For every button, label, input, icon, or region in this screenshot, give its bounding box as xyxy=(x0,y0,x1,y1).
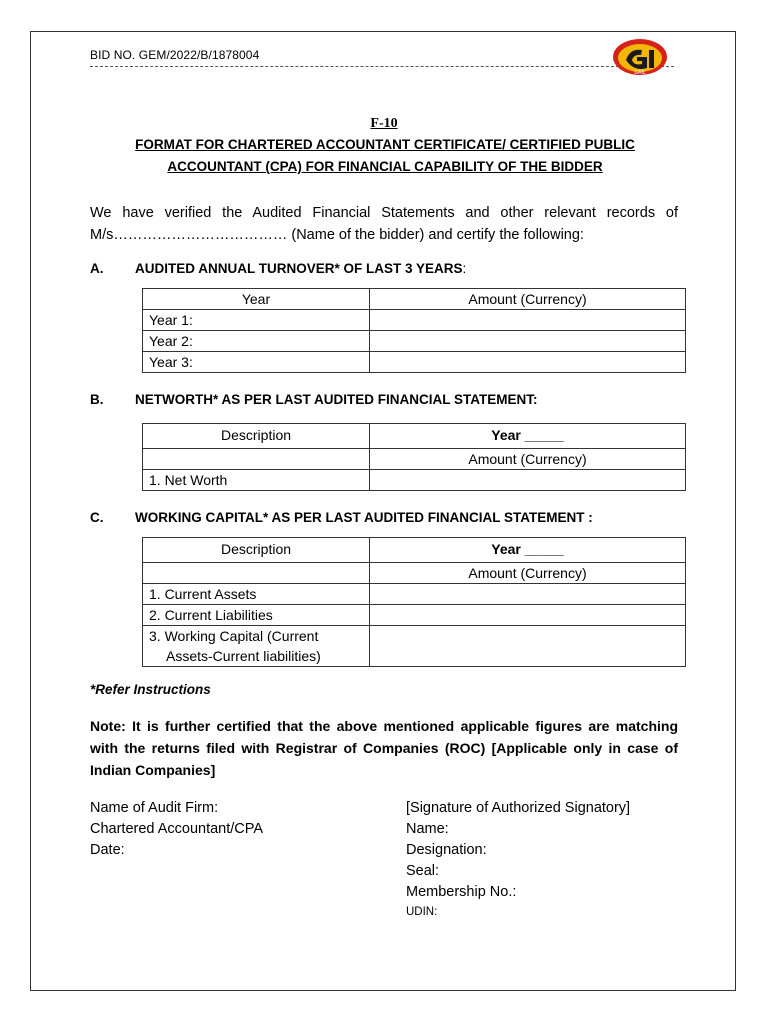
form-code: F-10 xyxy=(370,116,398,131)
networth-table xyxy=(142,423,686,491)
gail-logo-icon xyxy=(612,38,668,76)
table-row xyxy=(143,584,686,605)
intro-paragraph: We have verified the Audited Financial Statements and other relevant records of M/s……………………………… (Name of the bidder) and certify the following: xyxy=(90,205,678,243)
wc-header-description: Description xyxy=(143,538,370,563)
refer-instructions: *Refer Instructions xyxy=(90,682,211,697)
table-row xyxy=(143,424,686,449)
audit-firm-block xyxy=(90,798,263,861)
section-c-title: WORKING CAPITAL* AS PER LAST AUDITED FINANCIAL STATEMENT : xyxy=(135,510,593,525)
section-a-letter: A. xyxy=(90,261,104,276)
section-a-heading xyxy=(90,261,466,276)
wc-row-label: 3. Working Capital (Current xyxy=(149,628,319,644)
name-label: Name: xyxy=(406,821,449,837)
wc-row-label: 2. Current Liabilities xyxy=(143,605,370,626)
section-a-title: AUDITED ANNUAL TURNOVER* OF LAST 3 YEARS xyxy=(135,261,463,276)
networth-header-year: Year _____ xyxy=(370,424,686,449)
wc-sub-empty xyxy=(143,563,370,584)
designation-label: Designation: xyxy=(406,842,487,858)
wc-sub-amount: Amount (Currency) xyxy=(370,563,686,584)
turnover-header-amount: Amount (Currency) xyxy=(370,289,686,310)
turnover-row-label: Year 3: xyxy=(143,352,370,373)
table-row xyxy=(143,626,686,667)
udin-label: UDIN: xyxy=(406,906,438,918)
section-b-heading xyxy=(90,392,538,407)
section-a-colon: : xyxy=(462,261,467,276)
date-label: Date: xyxy=(90,842,125,858)
membership-no-label: Membership No.: xyxy=(406,884,517,900)
turnover-row-amount[interactable] xyxy=(370,352,686,373)
wc-row-label-multiline xyxy=(143,626,370,667)
turnover-row-label: Year 2: xyxy=(143,331,370,352)
table-row xyxy=(143,470,686,491)
networth-row-label: 1. Net Worth xyxy=(143,470,370,491)
wc-row-amount[interactable] xyxy=(370,584,686,605)
chartered-accountant-label: Chartered Accountant/CPA xyxy=(90,821,264,837)
table-row xyxy=(143,331,686,352)
networth-header-description: Description xyxy=(143,424,370,449)
table-row xyxy=(143,605,686,626)
signature-label: [Signature of Authorized Signatory] xyxy=(406,800,631,816)
networth-row-amount[interactable] xyxy=(370,470,686,491)
logo-text: GAIL xyxy=(634,70,646,76)
section-b-title: NETWORTH* AS PER LAST AUDITED FINANCIAL STATEMENT: xyxy=(135,392,538,407)
table-row xyxy=(143,310,686,331)
wc-row-label: 1. Current Assets xyxy=(143,584,370,605)
section-b-letter: B. xyxy=(90,392,104,407)
wc-row-amount[interactable] xyxy=(370,626,686,667)
certification-note: Note: It is further certified that the above mentioned applicable figures are matching with the returns filed with Registrar of Companies (ROC) [Applicable only in case of Indian Companies] xyxy=(90,718,678,778)
table-row xyxy=(143,289,686,310)
turnover-header-year: Year xyxy=(143,289,370,310)
section-c-letter: C. xyxy=(90,510,104,525)
working-capital-table xyxy=(142,537,686,667)
header-divider xyxy=(90,66,674,67)
seal-label: Seal: xyxy=(406,863,440,879)
bid-number: BID NO. GEM/2022/B/1878004 xyxy=(90,48,260,62)
form-title-line-2: ACCOUNTANT (CPA) FOR FINANCIAL CAPABILITY OF THE BIDDER xyxy=(167,159,603,174)
turnover-table xyxy=(142,288,686,373)
networth-sub-empty xyxy=(143,449,370,470)
turnover-row-label: Year 1: xyxy=(143,310,370,331)
table-row xyxy=(143,538,686,563)
wc-header-year: Year _____ xyxy=(370,538,686,563)
signatory-block xyxy=(406,798,630,921)
table-row xyxy=(143,352,686,373)
audit-firm-name-label: Name of Audit Firm: xyxy=(90,800,219,816)
form-title xyxy=(130,134,640,178)
turnover-row-amount[interactable] xyxy=(370,310,686,331)
networth-sub-amount: Amount (Currency) xyxy=(370,449,686,470)
wc-row-label-cont: Assets-Current liabilities) xyxy=(166,648,321,664)
wc-row-amount[interactable] xyxy=(370,605,686,626)
table-row xyxy=(143,563,686,584)
section-c-heading xyxy=(90,510,593,525)
table-row xyxy=(143,449,686,470)
form-title-line-1: FORMAT FOR CHARTERED ACCOUNTANT CERTIFICATE/ CERTIFIED PUBLIC xyxy=(135,137,635,152)
turnover-row-amount[interactable] xyxy=(370,331,686,352)
